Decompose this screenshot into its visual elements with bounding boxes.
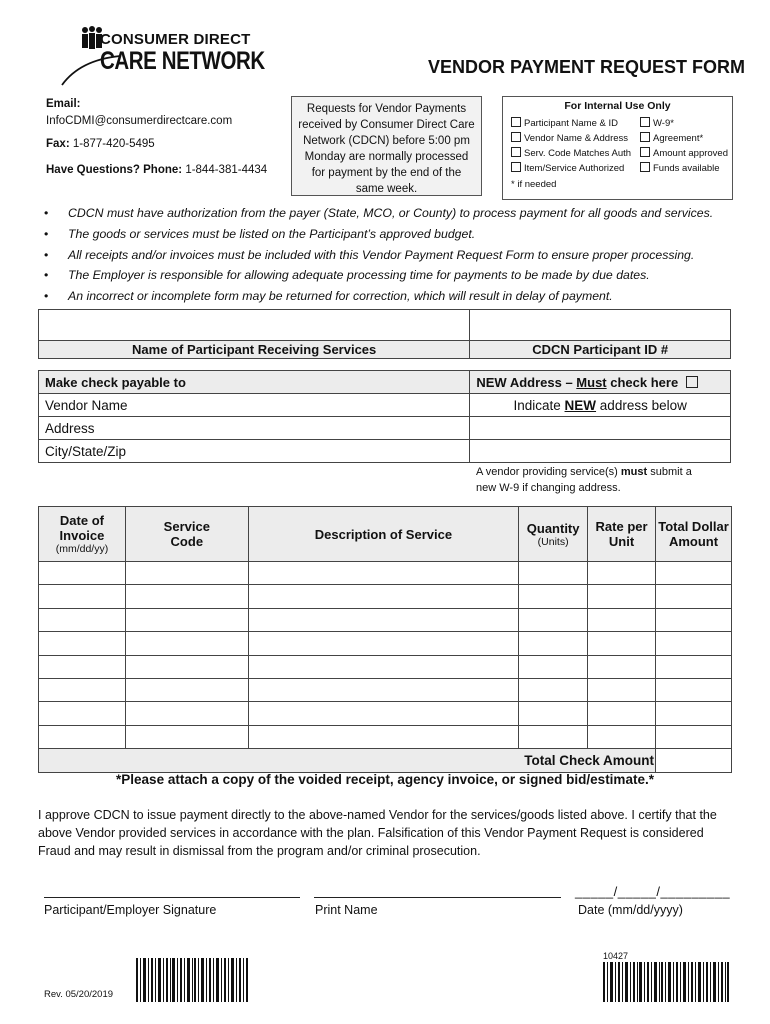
barcode-left <box>136 958 248 1002</box>
checkbox <box>640 132 650 142</box>
questions-line: Have Questions? Phone: 1-844-381-4434 <box>46 164 268 176</box>
table-row[interactable] <box>39 678 732 701</box>
barcode-right <box>603 962 729 1002</box>
new-address-check[interactable]: NEW Address – Must check here <box>470 371 731 394</box>
date-label: Date (mm/dd/yyyy) <box>578 903 683 917</box>
participant-name-field[interactable] <box>39 310 470 341</box>
checkbox <box>511 162 521 172</box>
approval-statement: I approve CDCN to issue payment directly to the above-named Vendor for the services/goods listed above. I certify that the above Vendor provided services in accordance with the plan. Falsification of this Vendor Payment Request is considered Fraud and may result in dismissal from the program and/or criminal prosecution. <box>38 808 717 858</box>
total-check-label: Total Check Amount <box>39 749 656 773</box>
table-row[interactable] <box>39 632 732 655</box>
email-label: Email: <box>46 98 81 110</box>
internal-check[interactable]: Participant Name & ID <box>511 117 618 129</box>
vendor-table <box>38 370 731 463</box>
checkbox <box>640 162 650 172</box>
city-state-zip-field[interactable]: City/State/Zip <box>39 440 470 463</box>
signature-line[interactable] <box>44 897 300 898</box>
participant-id-label: CDCN Participant ID # <box>470 341 731 359</box>
checkbox <box>511 147 521 157</box>
internal-footnote: * if needed <box>511 179 557 190</box>
processing-notice: Requests for Vendor Payments received by Consumer Direct Care Network (CDCN) before 5:00 pm Monday are normally processed for payment by the end of the same week. <box>291 96 482 196</box>
email-value[interactable]: InfoCDMI@consumerdirectcare.com <box>46 115 233 127</box>
print-name-label: Print Name <box>315 903 378 917</box>
participant-id-field[interactable] <box>470 310 731 341</box>
form-number: 10427 <box>603 951 629 961</box>
table-row[interactable] <box>39 702 732 725</box>
checkbox <box>511 117 521 127</box>
internal-check[interactable]: Serv. Code Matches Auth <box>511 147 631 159</box>
list-item: • The Employer is responsible for allowing adequate processing time for payments to be made by due dates. <box>44 265 713 286</box>
internal-check[interactable]: W-9* <box>640 117 674 129</box>
checkbox <box>511 132 521 142</box>
internal-check[interactable]: Funds available <box>640 162 720 174</box>
vendor-name-field[interactable]: Vendor Name <box>39 394 470 417</box>
logo-line2: CARE NETWORK <box>100 47 265 75</box>
attach-note: *Please attach a copy of the voided receipt, agency invoice, or signed bid/estimate.* <box>116 772 654 787</box>
participant-table <box>38 309 731 359</box>
list-item: • An incorrect or incomplete form may be returned for correction, which will result in delay of payment. <box>44 286 713 307</box>
signature-label: Participant/Employer Signature <box>44 903 217 917</box>
col-desc-header: Description of Service <box>248 507 518 562</box>
col-date-header: Date of Invoice (mm/dd/yy) <box>39 507 126 562</box>
new-city-field[interactable] <box>470 440 731 463</box>
address-field[interactable]: Address <box>39 417 470 440</box>
col-code-header: Service Code <box>125 507 248 562</box>
total-check-amount-field[interactable] <box>656 749 732 773</box>
col-total-header: Total Dollar Amount <box>656 507 732 562</box>
internal-check[interactable]: Item/Service Authorized <box>511 162 624 174</box>
check-payable-label: Make check payable to <box>39 371 470 394</box>
internal-use-header: For Internal Use Only <box>564 100 671 112</box>
indicate-new-address: Indicate NEW address below <box>470 394 731 417</box>
checkbox <box>640 147 650 157</box>
print-name-line[interactable] <box>314 897 561 898</box>
instructions-list <box>44 203 713 307</box>
items-table <box>38 506 732 773</box>
internal-check[interactable]: Amount approved <box>640 147 728 159</box>
checkbox <box>640 117 650 127</box>
table-row[interactable] <box>39 725 732 748</box>
date-field[interactable]: _____/_____/_________ <box>575 884 731 899</box>
participant-name-label: Name of Participant Receiving Services <box>39 341 470 359</box>
fax-line: Fax: 1-877-420-5495 <box>46 138 155 150</box>
internal-check[interactable]: Agreement* <box>640 132 703 144</box>
list-item: • CDCN must have authorization from the payer (State, MCO, or County) to process payment for all goods and services. <box>44 203 713 224</box>
table-row[interactable] <box>39 655 732 678</box>
list-item: • All receipts and/or invoices must be included with this Vendor Payment Request Form to ensure proper processing. <box>44 245 713 266</box>
form-title: VENDOR PAYMENT REQUEST FORM <box>428 57 746 77</box>
w9-note: A vendor providing service(s) must submit a new W-9 if changing address. <box>476 466 692 494</box>
revision-date: Rev. 05/20/2019 <box>44 989 114 1000</box>
new-address-field[interactable] <box>470 417 731 440</box>
table-row[interactable] <box>39 562 732 585</box>
table-row[interactable] <box>39 608 732 631</box>
table-row[interactable] <box>39 585 732 608</box>
col-rate-header: Rate per Unit <box>588 507 656 562</box>
internal-use-box <box>502 96 733 200</box>
col-qty-header: Quantity (Units) <box>519 507 588 562</box>
internal-check[interactable]: Vendor Name & Address <box>511 132 628 144</box>
logo-line1: CONSUMER DIRECT <box>100 31 251 48</box>
checkbox[interactable] <box>686 376 698 388</box>
list-item: • The goods or services must be listed on the Participant’s approved budget. <box>44 224 713 245</box>
